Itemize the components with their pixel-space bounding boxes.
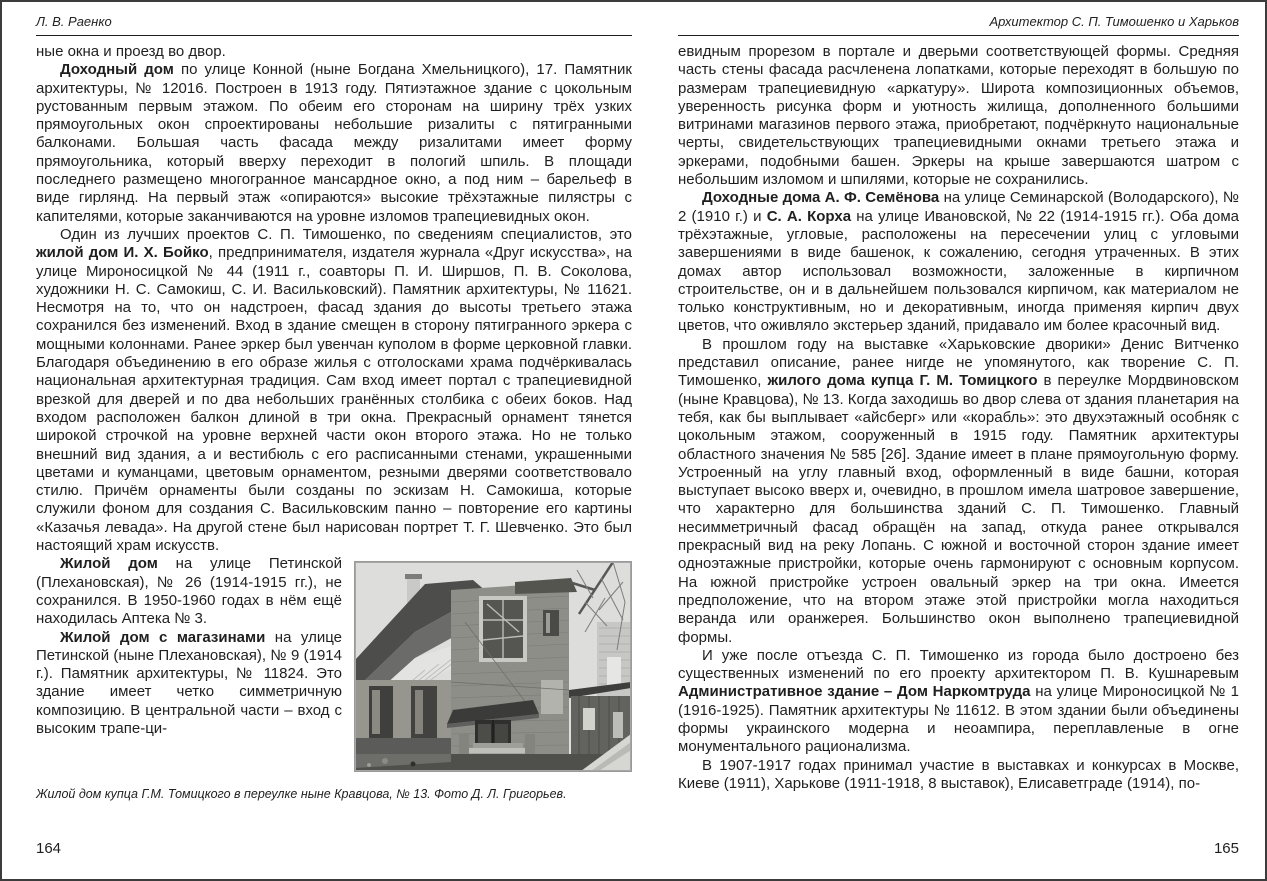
paragraph: Один из лучших проектов С. П. Тимошенко, по сведениям специалистов, это жилой дом И. Х. Бойко, предпринимателя, издателя журнала «Друг искусства», на улице Мироносицкой № 44 (1911 г., соавторы П. И. Ширшов, П. В. Соколова, художники Н. С. Самокиш, С. И. Васильковский). Памятник архитектуры, № 11621. Несмотря на то, что он надстроен, фасад здания до высоты третьего этажа сохранился без изменений. Вход в здание смещен в сторону пятигранного эркера с мощными колоннами. Ранее эркер был увенчан куполом в форме церковной главки. Благодаря объединению в его образе жилья с отголосками храма подчёркивалась национальная архитектурная традиция. Сам вход имеет портал с трапециевидной врезкой для дверей и по два небольших гранённых столбика с обеих боков. Над входом расположен балкон длиной в три окна. Прекрасный орнамент тянется широкой строчкой на уровне верхней части окон второго этажа. Но не только внешний вид здания, а и вестибюль с его расписанными стенами, украшенными цветами и куманцами, цветовым орнаментом, резными дверями соответствовало стилю. Причём орнаменты были созданы по эскизам Н. Самокиша, которые служили фоном для создания С. Васильковским панно – повторение его картины «Казачья левада». На другой стене был нарисован портрет Т. Г. Шевченко. Это был настоящий храм искусств. <box>36 225 632 555</box>
paragraph: Жилой дом с магазинами на улице Петинской (ныне Плехановская), № 9 (1914 г.). Памятник архитектуры, № 11824. Это здание имеет четко симметричную композицию. В центральной части – вход с высоким трапе-ци- <box>36 628 342 737</box>
paragraph: В 1907-1917 годах принимал участие в выставках и конкурсах в Москве, Киеве (1911), Харькове (1911-1918, 8 выставок), Елисаветграде (1914), по- <box>678 756 1239 792</box>
paragraph: Доходный дом по улице Конной (ныне Богдана Хмельницкого), 17. Памятник архитектуры, № 12016. Построен в 1913 году. Пятиэтажное здание с цокольным рустованным первым этажом. По обеим его сторонам на ширину трёх узких прямоугольных окон спроектированы небольшие ризалиты с пятигранными балконами. Большая часть фасада между ризалитами имеет форму прямоугольника, который вверху переходит в пологий шпиль. В площади последнего размещено многогранное мансардное окно, а под ним – барельеф в виде гирлянд. На первый этаж «опираются» высокие трёхэтажные пилястры с капителями, которые заканчиваются на уровне изломов трапециевидных окон. <box>36 61 632 225</box>
paragraph: Жилой дом на улице Петинской (Плехановская), № 26 (1914-1915 гг.), не сохранился. В 1950-1960 годах в нём ещё находилась Аптека № 3. <box>36 555 342 628</box>
page-number-right: 165 <box>1213 840 1239 857</box>
page-left <box>36 14 632 804</box>
building-photo <box>354 561 632 772</box>
paragraph: В прошлом году на выставке «Харьковские дворики» Денис Витченко представил описание, ранее нигде не упомянутого, как творение С. П. Тимошенко, жилого дома купца Г. М. Томицкого в переулке Мордвиновском (ныне Кравцова), № 13. Когда заходишь во двор слева от здания планетария на тебя, как бы выплывает «айсберг» или «корабль»: это двухэтажный особняк с цокольным этажом, сооруженный в 1915 году. Памятник архитектуры областного значения № 585 [26]. Здание имеет в плане прямоугольную форму. Устроенный на углу главный вход, оформленный в виде башни, которая выступает высоко вверх и, очевидно, в прошлом имела шатровое завершение, что характерно для большинства зданий С. П. Тимошенко. Главный несимметричный фасад обращён на запад, откуда ранее открывался прекрасный вид на реку Лопань. С южной и восточной сторон здание имеет одноэтажные пристройки, которые очень гармонируют с основным корпусом. На южной пристройке устроен овальный эркер на три окна. Имеется предположение, что на втором этаже этой пристройки могла находиться веранда или оранжерея. Большинство окон выполнено трапециевидной формы. <box>678 335 1239 646</box>
running-head-right: Архитектор С. П. Тимошенко и Харьков <box>678 14 1239 36</box>
photo-text-wrap <box>36 555 632 803</box>
page-left-body <box>36 43 632 804</box>
running-head-left: Л. В. Раенко <box>36 14 632 36</box>
paragraph: ные окна и проезд во двор. <box>36 43 226 60</box>
page-right-body <box>678 43 1239 793</box>
page-right <box>678 14 1239 793</box>
page-number-left: 164 <box>36 840 62 857</box>
paragraph: евидным прорезом в портале и дверьми соответствующей формы. Средняя часть стены фасада расчленена лопатками, которые переходят в большую по размерам трапециевидную «аркатуру». Широта композиционных объемов, уверенность рисунка форм и уютность жилища, дополненного большими витринами магазинов первого этажа, приобретают, подчёркнуто национальные черты, свидетельствующих трапециевидными окнами третьего этажа и эркерами, подобными башен. Эркеры на крыше завершаются шатром с небольшим изломом и шпилями, которые не сохранились. <box>678 43 1239 189</box>
photo-caption: Жилой дом купца Г.М. Томицкого в переулке ныне Кравцова, № 13. Фото Д. Л. Григорьев. <box>36 787 567 802</box>
paragraph: Доходные дома А. Ф. Семёнова на улице Семинарской (Володарского), № 2 (1910 г.) и С. А. Корха на улице Ивановской, № 22 (1914-1915 гг.). Оба дома трёхэтажные, угловые, расположены на пересечении улиц с угловыми завершениями в виде башенок, к сожалению, сегодня утраченных. В этих домах автор использовал возможности, заложенные в кирпичном строительстве, он и в дальнейшем пользовался кирпичом, как материалом не только конструктивным, но и декоративным, иногда применяя кирпич двух цветов, что оживляло экстерьер зданий, придавало им более красочный вид. <box>678 189 1240 335</box>
paragraph: И уже после отъезда С. П. Тимошенко из города было достроено без существенных изменений по его проекту архитектором П. В. Кушнаревым Административное здание – Дом Наркомтруда на улице Мироносицкой № 1 (1916-1925). Памятник архитектуры № 11612. В этом здании были объединены формы украинского модерна и неоампира, переплавленые в огне монументального рационализма. <box>678 646 1239 756</box>
